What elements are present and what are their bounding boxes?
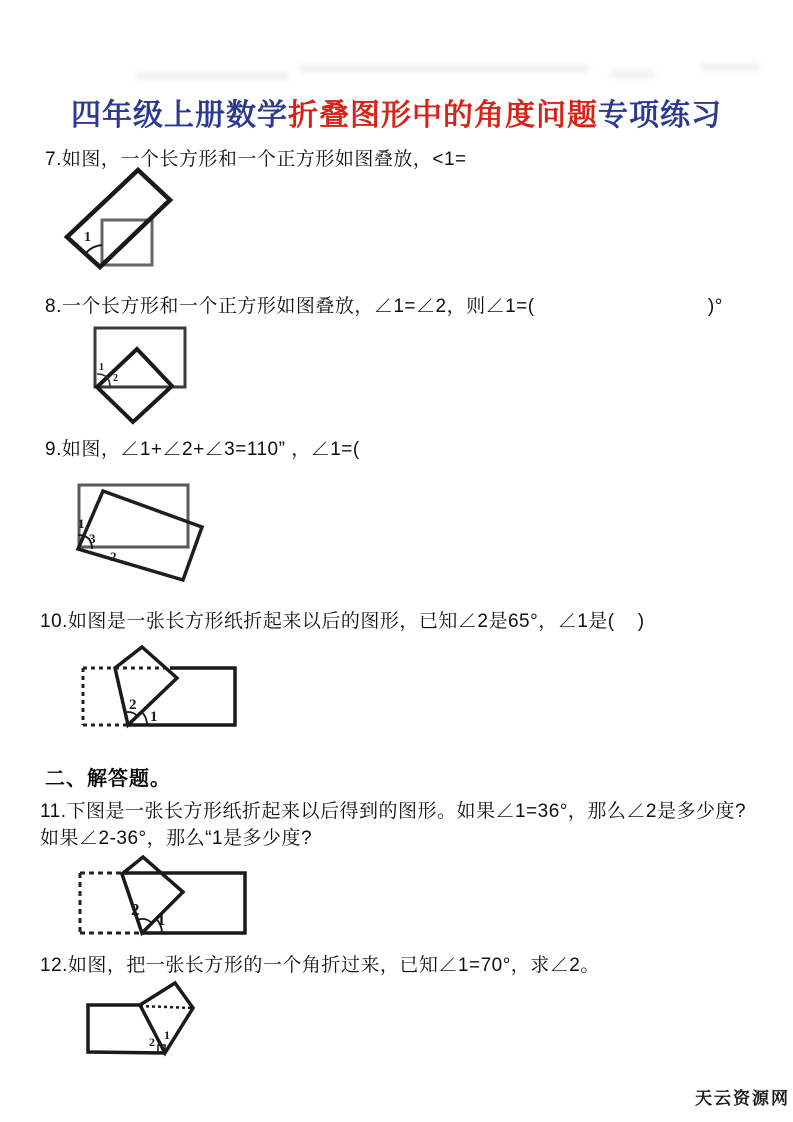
question-7-diagram [55,165,215,297]
question-8-text: 8.一个长方形和一个正方形如图叠放，∠1=∠2，则∠1=( )° [45,296,723,317]
angle-label-2: 2 [131,900,140,919]
angle-label-1: 1 [164,1028,170,1042]
corner-folded-rectangle-figure [80,980,260,1072]
question-12-text: 12.如图，把一张长方形的一个角折过来，已知∠1=70°，求∠2。 [40,955,600,976]
angle-label-1: 1 [78,516,85,531]
two-overlapped-rectangles-figure [50,475,215,602]
title-part-topic: 折叠图形中的角度问题 [288,99,598,132]
folded-rectangle-figure [65,643,250,740]
angle-label-1: 1 [99,362,104,373]
folded-flap-shape [115,647,177,725]
angle-label-2: 2 [149,1035,155,1049]
question-9-diagram [50,475,215,602]
faded-print-artifact [300,64,590,73]
angle-label-1: 1 [84,230,91,245]
folded-rectangle-figure [65,855,250,952]
angle-label-1: 1 [150,709,158,725]
angle-label-1: 1 [157,910,166,929]
faded-print-artifact [700,63,760,71]
angle-label-3: 3 [89,531,96,546]
overlapped-rectangle-square-figure [55,165,215,297]
faded-print-artifact [610,70,655,78]
section-2-heading: 二、解答题。 [45,768,171,790]
title-part-practice: 专项练习 [598,99,722,132]
question-7-text: 7.如图，一个长方形和一个正方形如图叠放，<1= [45,149,467,170]
title-part-grade: 四年级上册数学 [71,99,288,132]
fold-line-dashed [140,1006,193,1008]
question-11-text: 11.下图是一张长方形纸折起来以后得到的图形。如果∠1=36°，那么∠2是多少度?如果∠2-36°，那么“1是多少度? [40,801,747,849]
folded-flap-shape [122,857,183,933]
site-watermark: 天云资源网 [695,1089,790,1108]
question-9-text: 9.如图，∠1+∠2+∠3=110” ，∠1=( [45,439,360,460]
rectangle-diamond-figure [55,322,205,434]
question-10-text: 10.如图是一张长方形纸折起来以后的图形，已知∠2是65°，∠1是( ) [40,611,645,632]
angle-label-2: 2 [110,549,117,564]
faded-print-artifact [135,72,290,80]
angle-label-2: 2 [113,373,118,384]
tilted-rectangle-shape [78,491,202,580]
question-10-diagram [65,643,250,740]
question-11-diagram [65,855,250,952]
question-8-diagram [55,322,205,434]
page-title [0,90,793,134]
angle-arc [86,245,102,253]
folded-corner-shape [140,983,193,1053]
angle-label-2: 2 [129,697,137,713]
question-12-diagram [80,980,260,1072]
angle-arc-outer [142,712,147,725]
